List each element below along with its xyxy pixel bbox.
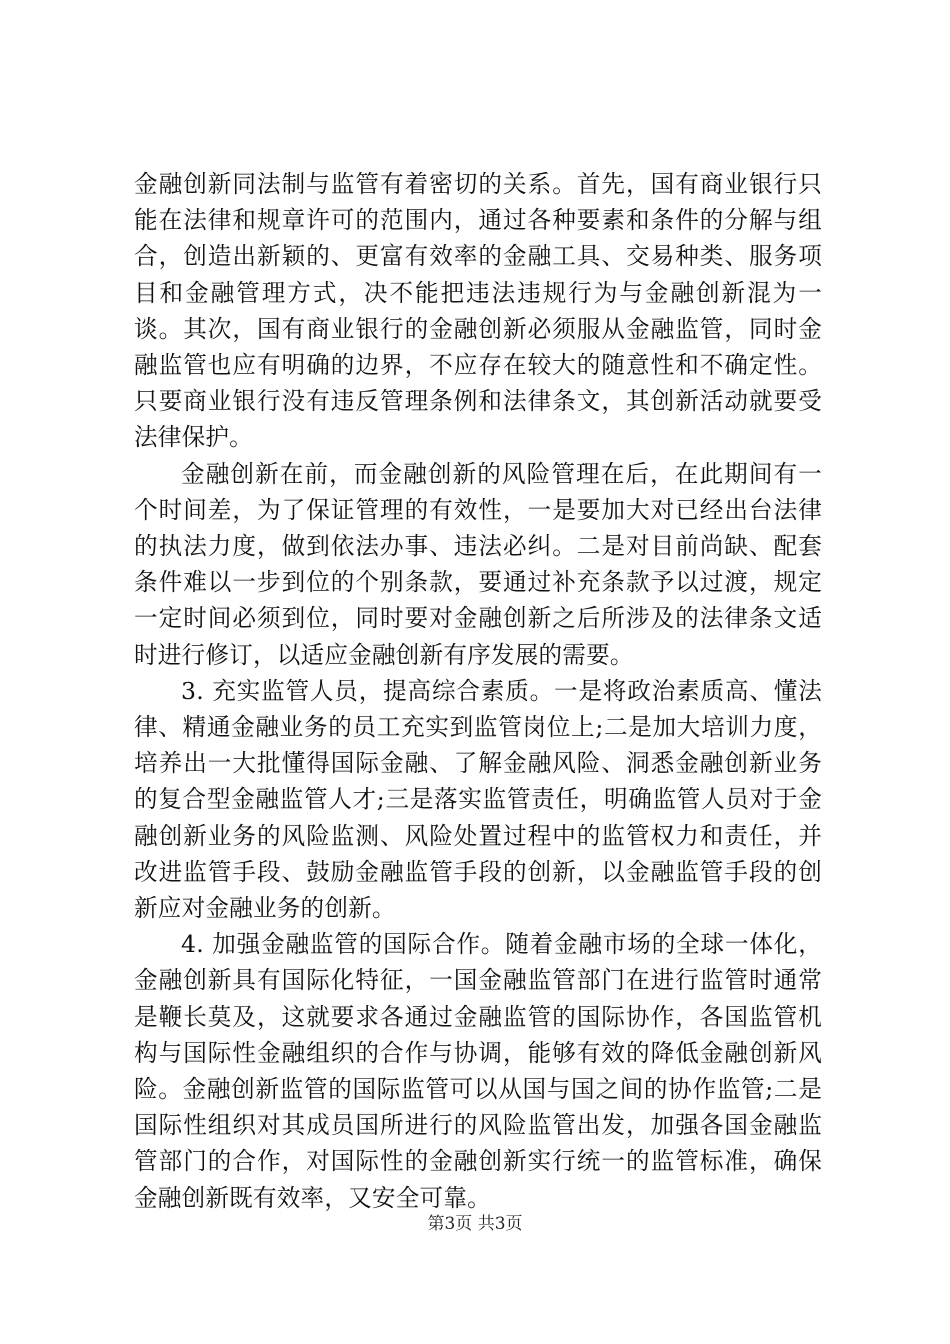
page-number-footer: 第3页 共3页: [427, 1214, 523, 1234]
paragraph-legal-relationship: 金融创新同法制与监管有着密切的关系。首先，国有商业银行只能在法律和规章许可的范围内，通过各种要素和条件的分解与组合，创造出新颖的、更富有效率的金融工具、交易种类、服务项目和金融管理方式，决不能把违法违规行为与金融创新混为一谈。其次，国有商业银行的金融创新必须服从金融监管，同时金融监管也应有明确的边界，不应存在较大的随意性和不确定性。只要商业银行没有违反管理条例和法律条文，其创新活动就要受法律保护。: [134, 170, 822, 452]
document-body: [134, 166, 822, 1216]
paragraph-international-cooperation: 4. 加强金融监管的国际合作。随着金融市场的全球一体化，金融创新具有国际化特征，一国金融监管部门在进行监管时通常是鞭长莫及，这就要求各通过金融监管的国际协作，各国监管机构与国际性金融组织的合作与协调，能够有效的降低金融创新风险。金融创新监管的国际监管可以从国与国之间的协作监管;二是国际性组织对其成员国所进行的风险监管出发，加强各国金融监管部门的合作，对国际性的金融创新实行统一的监管标准，确保金融创新既有效率，又安全可靠。: [134, 930, 822, 1212]
paragraph-risk-time-gap: 金融创新在前，而金融创新的风险管理在后，在此期间有一个时间差，为了保证管理的有效性，一是要加大对已经出台法律的执法力度，做到依法办事、违法必纠。二是对目前尚缺、配套条件难以一步到位的个别条款，要通过补充条款予以过渡，规定一定时间必须到位，同时要对金融创新之后所涉及的法律条文适时进行修订，以适应金融创新有序发展的需要。: [134, 459, 822, 669]
paragraph-staffing: 3. 充实监管人员，提高综合素质。一是将政治素质高、懂法律、精通金融业务的员工充实到监管岗位上;二是加大培训力度，培养出一大批懂得国际金融、了解金融风险、洞悉金融创新业务的复合型金融监管人才;三是落实监管责任，明确监管人员对于金融创新业务的风险监测、风险处置过程中的监管权力和责任，并改进监管手段、鼓励金融监管手段的创新，以金融监管手段的创新应对金融业务的创新。: [134, 676, 822, 923]
